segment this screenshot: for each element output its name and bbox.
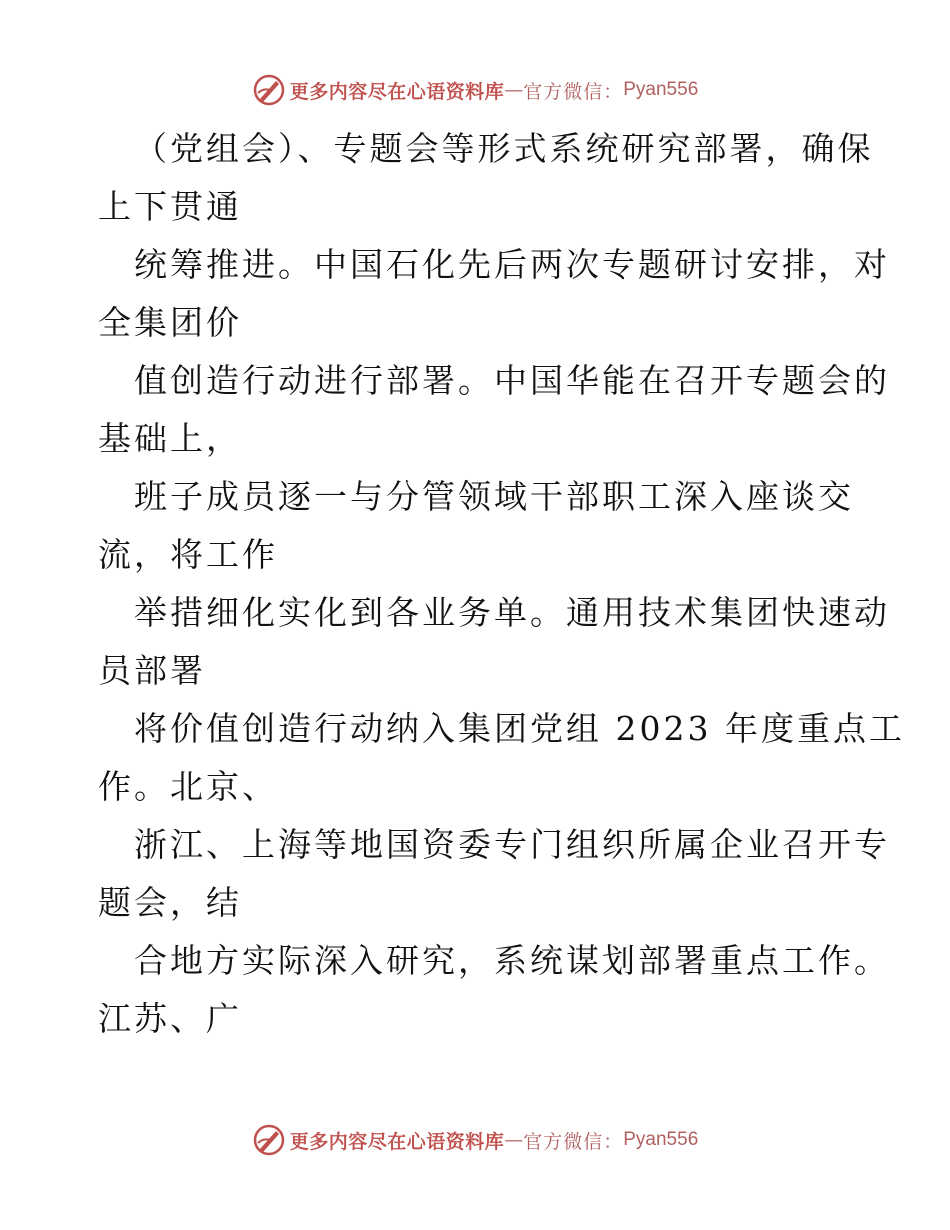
banner-separator: —	[504, 1129, 524, 1151]
body-line: 举措细化实化到各业务单。通用技术集团快速动	[134, 593, 890, 632]
body-line: 统筹推进。中国石化先后两次专题研讨安排，对	[134, 245, 890, 284]
body-line: 题会，结	[98, 883, 242, 922]
body-line: 浙江、上海等地国资委专门组织所属企业召开专	[134, 825, 890, 864]
banner-title: 更多内容尽在心语资料库	[289, 80, 505, 103]
body-line: 流，将工作	[98, 535, 278, 574]
header-banner	[0, 70, 950, 110]
body-line: 合地方实际深入研究，系统谋划部署重点工作。	[134, 941, 890, 980]
banner-wechat-id: Pyan556	[623, 79, 699, 100]
banner-wechat-id: Pyan556	[623, 1129, 699, 1150]
body-line: 基础上，	[98, 419, 242, 458]
body-line: 作。北京、	[98, 767, 278, 806]
document-body	[98, 120, 905, 1048]
body-line: 员部署	[98, 651, 206, 690]
banner-wechat-label: 官方微信：	[523, 1130, 624, 1153]
body-line: （党组会）、专题会等形式系统研究部署，确保	[134, 129, 874, 168]
body-line: 将价值创造行动纳入集团党组 2023 年度重点工	[134, 709, 905, 748]
body-line: 班子成员逐一与分管领域干部职工深入座谈交	[134, 477, 854, 516]
banner-wechat-label: 官方微信：	[523, 80, 624, 103]
body-line: 上下贯通	[98, 187, 242, 226]
pen-logo-icon	[252, 1123, 286, 1157]
pen-logo-icon	[252, 73, 286, 107]
body-line: 值创造行动进行部署。中国华能在召开专题会的	[134, 361, 890, 400]
footer-banner	[0, 1120, 950, 1160]
banner-separator: —	[504, 79, 524, 101]
body-line: 江苏、广	[98, 999, 242, 1038]
body-line: 全集团价	[98, 303, 242, 342]
banner-title: 更多内容尽在心语资料库	[289, 1130, 505, 1153]
